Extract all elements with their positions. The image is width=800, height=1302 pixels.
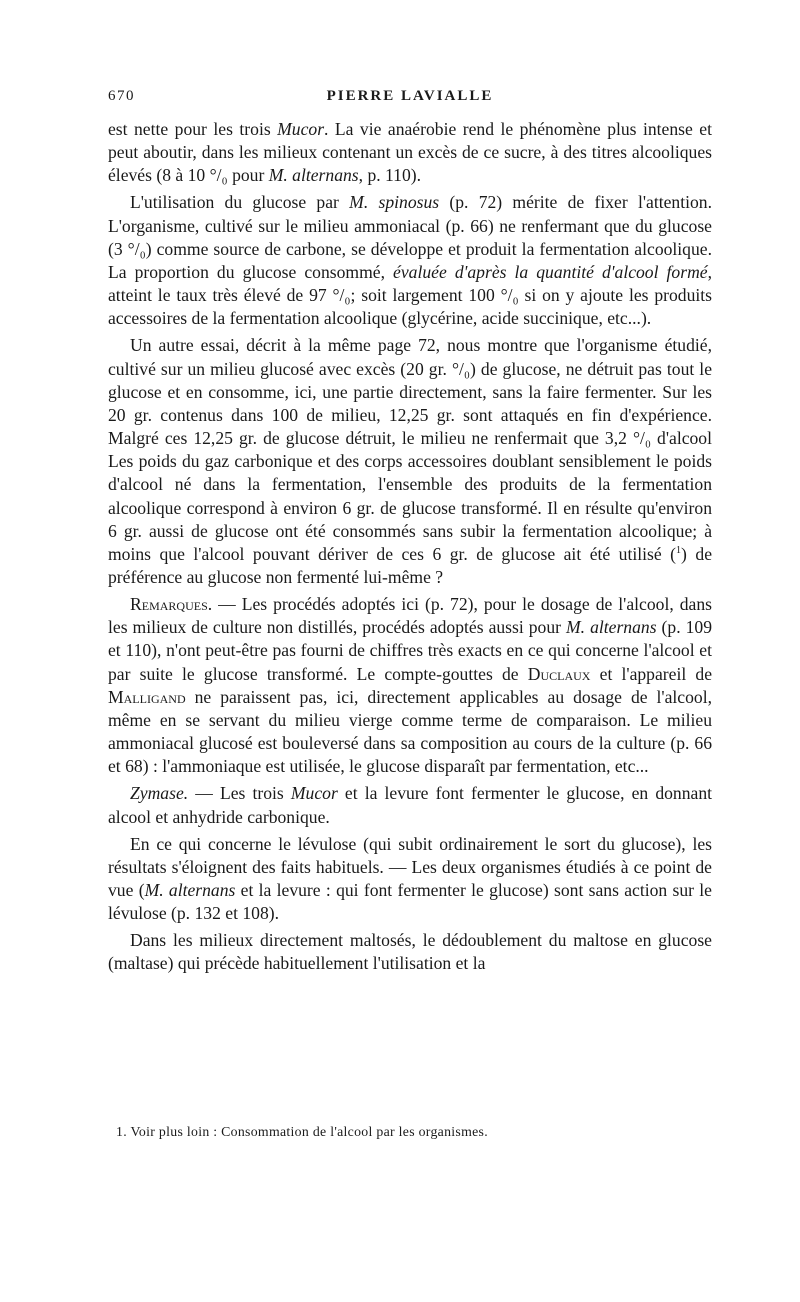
italic-text: M. alternans xyxy=(566,617,657,638)
running-head-author: PIERRE LAVIALLE xyxy=(326,88,494,104)
paragraph xyxy=(108,833,712,926)
italic-text: Mucor xyxy=(290,783,338,804)
book-page xyxy=(108,86,712,980)
text-run: Dans les milieux directement maltosés, le dédoublement du maltose en glucose (maltase) qui précède habituellement l'utilisation et la xyxy=(108,930,712,974)
text-run: et la levure font fermenter le glucose, en donnant alcool et anhydride carbonique. xyxy=(108,783,713,827)
footnote: 1. Voir plus loin : Consommation de l'alcool par les organismes. xyxy=(116,1124,488,1139)
text-run: et la levure : qui font fermenter le glucose) sont sans action sur le lévulose (p. 132 et 108). xyxy=(108,880,712,924)
text-run: — Les trois xyxy=(188,783,291,804)
small-caps-text: Duclaux xyxy=(527,663,591,684)
paragraph xyxy=(108,334,712,589)
italic-text: Zymase. xyxy=(130,783,189,804)
paragraph xyxy=(108,118,712,187)
text-run: est nette pour les trois xyxy=(108,119,278,139)
italic-text: M. alternans xyxy=(268,165,359,186)
text-run: ) de préférence au glucose non fermenté lui-même ? xyxy=(108,543,712,587)
text-run: (p. 72) mérite de fixer l'attention. L'organisme, cultivé sur le milieu ammoniacal (p. 66) ne renfermant que du glucose (3 °/₀) comme source de carbone, se développe et produit la fermentation alcoolique. La proportion du glucose consommé, xyxy=(108,192,712,282)
text-run: L'utilisation du glucose par xyxy=(130,192,350,213)
italic-text: Mucor xyxy=(277,119,325,139)
body-text xyxy=(108,118,712,976)
text-run: et l'appareil de xyxy=(590,663,712,684)
footnote-ref: 1 xyxy=(676,544,682,556)
text-run: ne paraissent pas, ici, directement applicables au dosage de l'alcool, même en se servant du milieu vierge comme terme de comparaison. Le milieu ammoniacal glucosé est bouleversé dans sa composition au cours de la culture (p. 66 et 68) : l'ammoniaque est utilisée, le glucose disparaît par fermentation, etc... xyxy=(108,686,712,777)
italic-text: évaluée d'après la quantité d'alcool formé xyxy=(393,261,708,282)
text-run: , atteint le taux très élevé de 97 °/₀; soit largement 100 °/₀ si on y ajoute les produits accessoires de la fermentation alcoolique (glycérine, acide succinique, etc...). xyxy=(108,261,712,329)
italic-text: M. alternans xyxy=(144,880,236,900)
text-run: — Les procédés adoptés ici (p. 72), pour le dosage de l'alcool, dans les milieux de culture non distillés, procédés adoptés aussi pour xyxy=(108,594,712,638)
small-caps-text: Malligand xyxy=(108,686,186,707)
text-run: . La vie anaérobie rend le phénomène plus intense et peut aboutir, dans les milieux contenant un excès de ce sucre, à des titres alcooliques élevés (8 à 10 °/₀ pour xyxy=(108,119,712,186)
text-run: Un autre essai, décrit à la même page 72, nous montre que l'organisme étudié, cultivé sur un milieu glucosé avec excès (20 gr. °/₀) de glucose, ne détruit pas tout le glucose et en consomme, ici, une partie directement, sans la faire fermenter. Sur les 20 gr. contenus dans 100 de milieu, 12,25 gr. sont attaqués en fin d'expérience. Malgré ces 12,25 gr. de glucose détruit, le milieu ne renfermait que 3,2 °/₀ d'alcool Les poids du gaz carbonique et des corps accessoires doublant sensiblement le poids d'alcool né dans la fermentation, l'ensemble des produits de la fermentation alcoolique correspond à environ 6 gr. de glucose transformé. Il en résulte qu'environ 6 gr. aussi de glucose ont été consommés sans subir la fermentation alcoolique; à moins que l'alcool pouvant dériver de ces 6 gr. de glucose ait été utilisé ( xyxy=(108,335,712,564)
text-run: En ce qui concerne le lévulose (qui subit ordinairement le sort du glucose), les résultats s'éloignent des faits habituels. — Les deux organismes étudiés à ce point de vue ( xyxy=(108,833,712,900)
text-run: (p. 109 et 110), n'ont peut-être pas fourni de chiffres très exacts en ce qui concerne l'alcool et par suite le glucose transformé. Le compte-gouttes de xyxy=(108,617,712,684)
page-number: 670 xyxy=(108,88,135,104)
paragraph xyxy=(108,593,712,778)
italic-text: M. spinosus xyxy=(349,192,440,213)
paragraph xyxy=(108,929,712,975)
paragraph xyxy=(108,782,712,828)
running-head xyxy=(108,86,712,116)
paragraph xyxy=(108,191,712,330)
small-caps-text: Remarques. xyxy=(130,594,213,615)
text-run: , p. 110). xyxy=(358,165,422,186)
